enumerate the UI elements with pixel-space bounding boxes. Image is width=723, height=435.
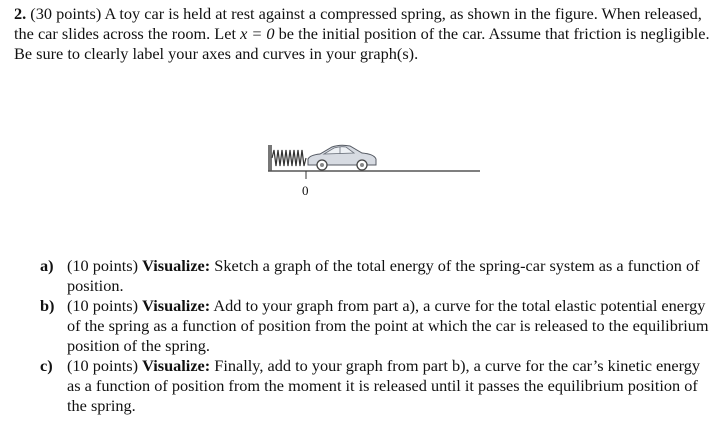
part-c-body bbox=[67, 356, 710, 416]
part-c bbox=[40, 356, 710, 416]
spring-icon bbox=[272, 150, 306, 166]
part-a-body bbox=[67, 256, 710, 296]
wall bbox=[268, 145, 272, 171]
part-b-keyword: Visualize: bbox=[142, 296, 211, 315]
part-a-text: Sketch a graph of the total energy of the spring-car system as a function of position. bbox=[67, 256, 700, 295]
part-c-letter: c) bbox=[40, 356, 53, 375]
parts-list bbox=[40, 256, 710, 416]
spring-car-illustration bbox=[258, 135, 488, 185]
problem-text-2: be the initial position of the car. Assume that friction is negligible. Be sure to clearly label your axes and curves in your graph(s). bbox=[14, 24, 710, 63]
spring-car-figure bbox=[258, 135, 488, 205]
problem-points: (30 points) bbox=[30, 4, 102, 23]
part-a-points: (10 points) bbox=[67, 256, 138, 275]
part-a-letter: a) bbox=[40, 256, 54, 275]
part-c-keyword: Visualize: bbox=[142, 356, 211, 375]
part-b-body bbox=[67, 296, 710, 356]
problem-math: x = 0 bbox=[240, 24, 275, 43]
problem-statement bbox=[14, 4, 714, 64]
part-b-text: Add to your graph from part a), a curve for the total elastic potential energy of the spring as a function of position from the point at which the car is released to the equilibrium position of the spring. bbox=[67, 296, 709, 355]
part-a bbox=[40, 256, 710, 296]
toy-car-icon bbox=[308, 145, 376, 170]
part-b bbox=[40, 296, 710, 356]
part-b-letter: b) bbox=[40, 296, 55, 315]
part-c-text: Finally, add to your graph from part b), a curve for the car’s kinetic energy as a function of position from the moment it is released until it passes the equilibrium position of the spring. bbox=[67, 356, 701, 415]
part-b-points: (10 points) bbox=[67, 296, 138, 315]
origin-label: 0 bbox=[302, 183, 309, 198]
part-c-points: (10 points) bbox=[67, 356, 138, 375]
problem-number: 2. bbox=[14, 4, 27, 23]
part-a-keyword: Visualize: bbox=[142, 256, 211, 275]
problem-text-1: A toy car is held at rest against a compressed spring, as shown in the figure. When released, the car slides across the room. Let bbox=[14, 4, 702, 43]
